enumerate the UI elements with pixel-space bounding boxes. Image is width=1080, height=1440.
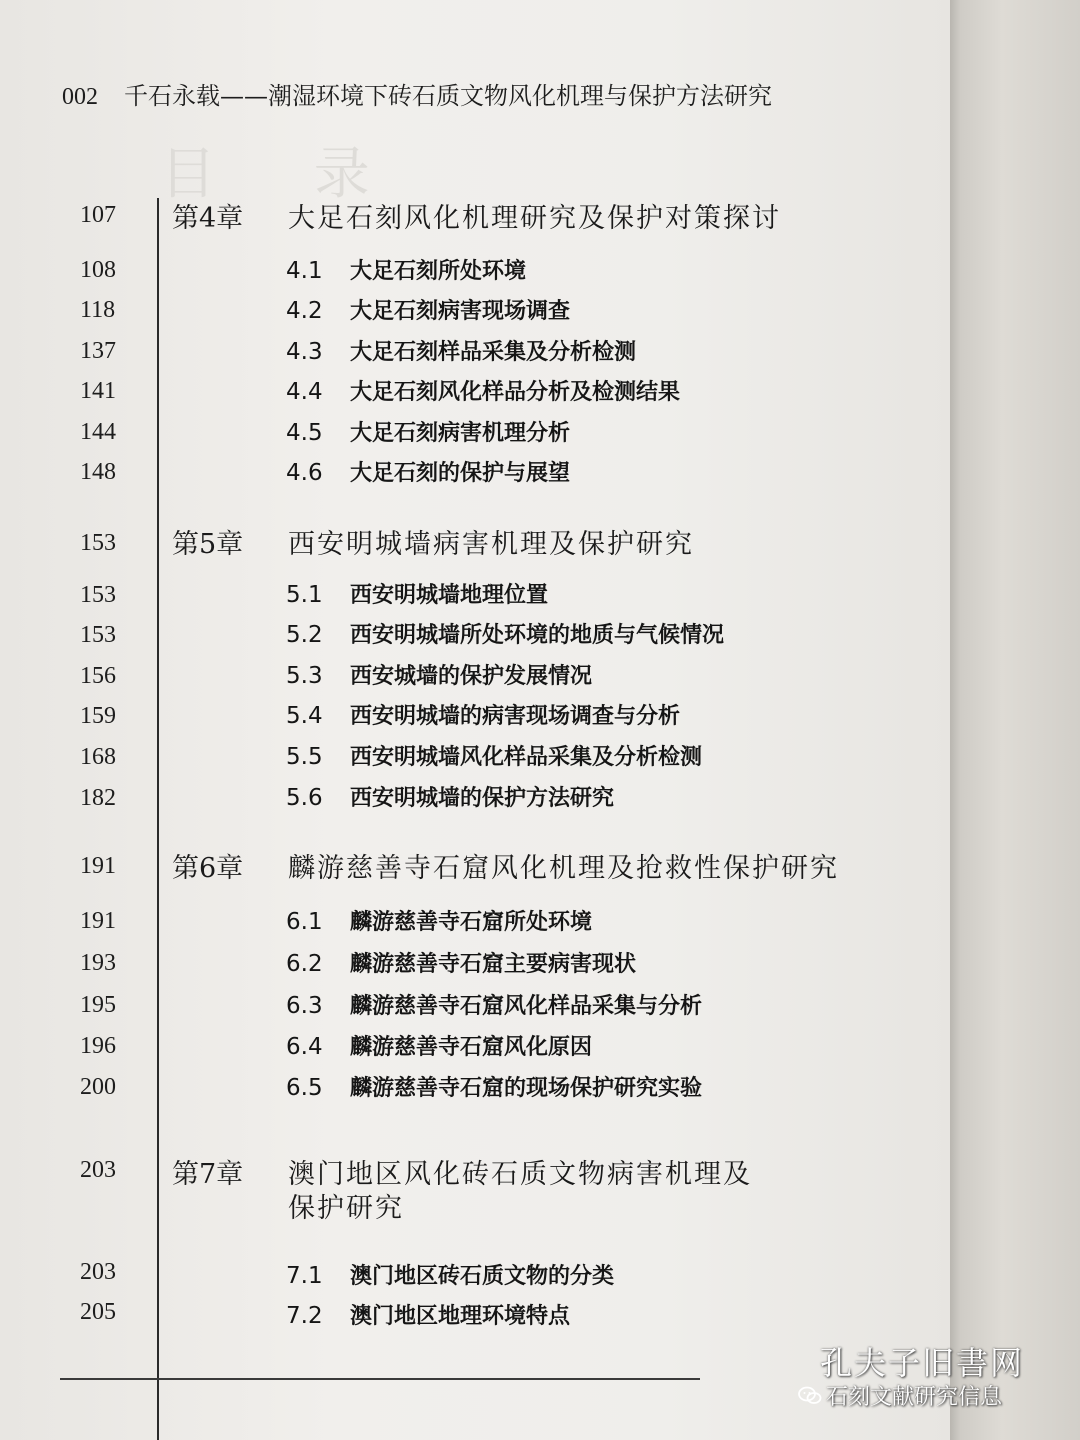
section-title: 西安明城墙的保护方法研究 <box>350 786 615 811</box>
toc-section <box>286 375 680 406</box>
watermark-account <box>798 1380 1002 1411</box>
section-number: 4.6 <box>286 460 323 486</box>
chapter-heading <box>172 846 839 885</box>
section-page-number: 200 <box>80 1074 116 1100</box>
watermark-account-name: 石刻文献研究信息 <box>826 1385 1003 1410</box>
toc-section <box>286 1299 570 1330</box>
section-title: 西安明城墙风化样品采集及分析检测 <box>350 745 703 770</box>
section-page-number: 193 <box>80 950 116 976</box>
section-page-number: 118 <box>80 297 116 323</box>
section-title: 麟游慈善寺石窟主要病害现状 <box>350 952 637 977</box>
section-page-number: 108 <box>80 257 116 283</box>
section-page-number: 168 <box>80 744 116 770</box>
section-title: 西安明城墙所处环境的地质与气候情况 <box>350 623 725 648</box>
section-title: 西安明城墙地理位置 <box>350 583 549 608</box>
chapter-page-number: 107 <box>80 202 116 228</box>
toc-section <box>286 740 702 771</box>
section-title: 澳门地区砖石质文物的分类 <box>350 1264 615 1289</box>
section-title: 澳门地区地理环境特点 <box>350 1304 571 1329</box>
section-page-number: 195 <box>80 992 116 1018</box>
running-header <box>62 76 772 111</box>
toc-section <box>286 659 592 690</box>
toc-section <box>286 989 702 1020</box>
section-number: 6.5 <box>286 1075 323 1101</box>
section-title: 麟游慈善寺石窟的现场保护研究实验 <box>350 1076 703 1101</box>
toc-section <box>286 781 614 812</box>
chapter-page-number: 191 <box>80 853 116 879</box>
toc-section <box>286 618 724 649</box>
section-number: 4.1 <box>286 258 323 284</box>
section-title: 大足石刻病害现场调查 <box>350 299 571 324</box>
chapter-title-continued: 保护研究 <box>288 1193 404 1224</box>
chapter-number: 第4章 <box>172 203 244 234</box>
section-title: 麟游慈善寺石窟风化样品采集与分析 <box>350 994 703 1019</box>
section-number: 4.5 <box>286 420 323 446</box>
bleed-through-text: 目 录 <box>160 142 410 207</box>
section-number: 5.4 <box>286 703 323 729</box>
chapter-title: 澳门地区风化砖石质文物病害机理及 <box>288 1159 752 1190</box>
section-page-number: 153 <box>80 582 116 608</box>
chapter-title: 大足石刻风化机理研究及保护对策探讨 <box>288 203 781 234</box>
toc-section <box>286 1030 592 1061</box>
section-page-number: 196 <box>80 1033 116 1059</box>
section-title: 西安城墙的保护发展情况 <box>350 664 593 689</box>
section-number: 6.1 <box>286 909 323 935</box>
section-page-number: 144 <box>80 419 116 445</box>
section-page-number: 137 <box>80 338 116 364</box>
section-title: 大足石刻所处环境 <box>350 259 527 284</box>
toc-section <box>286 1259 614 1290</box>
chapter-heading <box>172 196 781 235</box>
book-edge <box>950 0 1080 1440</box>
toc-section <box>286 294 570 325</box>
section-number: 4.4 <box>286 379 323 405</box>
section-title: 大足石刻的保护与展望 <box>350 461 571 486</box>
toc-vertical-rule <box>157 198 159 1440</box>
chapter-number: 第6章 <box>172 853 244 884</box>
section-number: 5.3 <box>286 663 323 689</box>
toc-section <box>286 335 636 366</box>
section-title: 大足石刻样品采集及分析检测 <box>350 340 637 365</box>
chapter-heading <box>172 1152 752 1224</box>
section-page-number: 203 <box>80 1259 116 1285</box>
chapter-heading <box>172 522 694 561</box>
section-number: 6.3 <box>286 993 323 1019</box>
section-number: 6.4 <box>286 1034 323 1060</box>
section-number: 5.2 <box>286 622 323 648</box>
section-number: 7.2 <box>286 1303 323 1329</box>
header-page-number: 002 <box>62 84 98 110</box>
section-number: 7.1 <box>286 1263 323 1289</box>
toc-section <box>286 905 592 936</box>
section-title: 大足石刻病害机理分析 <box>350 421 571 446</box>
section-number: 5.5 <box>286 744 323 770</box>
toc-section <box>286 947 636 978</box>
section-page-number: 148 <box>80 459 116 485</box>
toc-section <box>286 254 526 285</box>
toc-section <box>286 699 680 730</box>
toc-section <box>286 1071 702 1102</box>
toc-section <box>286 456 570 487</box>
chapter-title: 西安明城墙病害机理及保护研究 <box>288 529 694 560</box>
section-number: 5.6 <box>286 785 323 811</box>
section-number: 4.3 <box>286 339 323 365</box>
chapter-title: 麟游慈善寺石窟风化机理及抢救性保护研究 <box>288 853 839 884</box>
chapter-page-number: 203 <box>80 1157 116 1183</box>
section-number: 6.2 <box>286 951 323 977</box>
section-page-number: 191 <box>80 908 116 934</box>
section-title: 大足石刻风化样品分析及检测结果 <box>350 380 681 405</box>
section-number: 5.1 <box>286 582 323 608</box>
section-page-number: 153 <box>80 622 116 648</box>
header-book-title: 千石永载——潮湿环境下砖石质文物风化机理与保护方法研究 <box>124 82 772 110</box>
chapter-page-number: 153 <box>80 530 116 556</box>
section-page-number: 205 <box>80 1299 116 1325</box>
section-page-number: 156 <box>80 663 116 689</box>
watermark-site: 孔夫子旧書网 <box>820 1344 1025 1382</box>
section-title: 麟游慈善寺石窟所处环境 <box>350 910 593 935</box>
section-page-number: 141 <box>80 378 116 404</box>
footer-rule <box>60 1378 700 1380</box>
chapter-number: 第7章 <box>172 1159 244 1190</box>
section-title: 麟游慈善寺石窟风化原因 <box>350 1035 593 1060</box>
chapter-number: 第5章 <box>172 529 244 560</box>
wechat-icon <box>798 1386 822 1406</box>
section-page-number: 182 <box>80 785 116 811</box>
section-page-number: 159 <box>80 703 116 729</box>
toc-section <box>286 578 548 609</box>
toc-section <box>286 416 570 447</box>
section-title: 西安明城墙的病害现场调查与分析 <box>350 704 681 729</box>
section-number: 4.2 <box>286 298 323 324</box>
